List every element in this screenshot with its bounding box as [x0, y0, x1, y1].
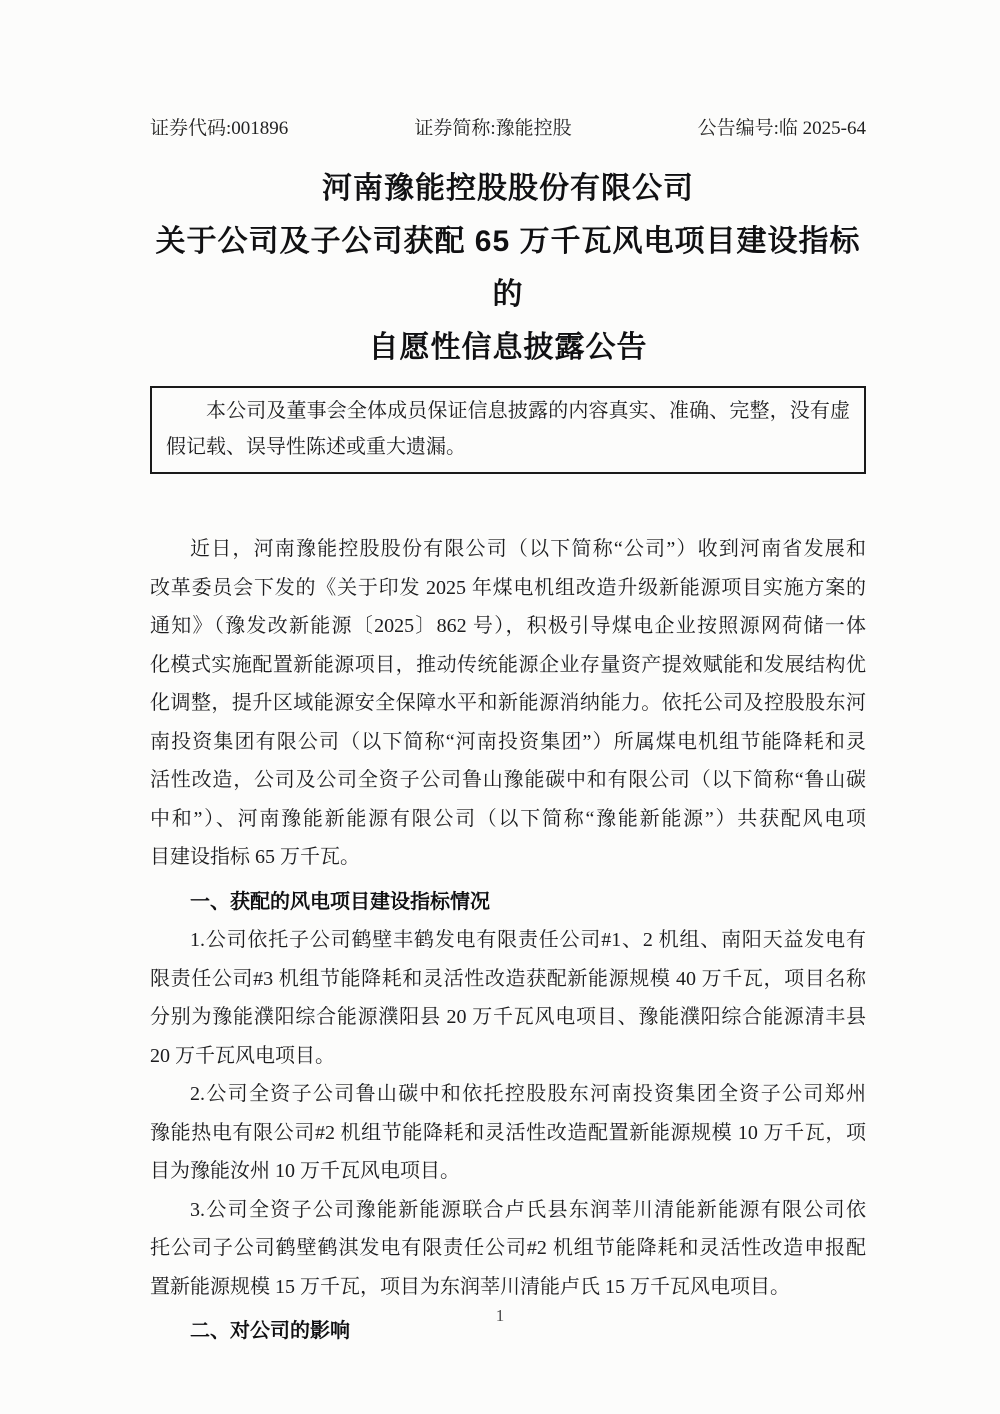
- body-line: 化模式实施配置新能源项目，推动传统能源企业存量资产提效赋能和发展结构优: [150, 653, 866, 676]
- body-line: 南投资集团有限公司（以下简称“河南投资集团”）所属煤电机组节能降耗和灵: [150, 730, 866, 753]
- document-header: [150, 116, 866, 142]
- body-line: 改革委员会下发的《关于印发 2025 年煤电机组改造升级新能源项目实施方案的: [150, 576, 866, 599]
- body-line: 中和”）、河南豫能新能源有限公司（以下简称“豫能新能源”）共获配风电项: [150, 807, 866, 830]
- page-title: [150, 162, 866, 374]
- disclaimer-line: 假记载、误导性陈述或重大遗漏。: [166, 436, 466, 458]
- intro-paragraph: [150, 530, 866, 877]
- body-line: 化调整，提升区域能源安全保障水平和新能源消纳能力。依托公司及控股股东河: [150, 692, 866, 714]
- document-content: [150, 0, 866, 1351]
- body-line: 通知》（豫发改新能源〔2025〕862 号），积极引导煤电企业按照源网荷储一体: [150, 615, 866, 637]
- body-line: 托公司子公司鹤壁鹤淇发电有限责任公司#2 机组节能降耗和灵活性改造申报配: [150, 1237, 866, 1259]
- announcement-subject-title: 关于公司及子公司获配 65 万千瓦风电项目建设指标的: [155, 225, 861, 311]
- body-line: 豫能热电有限公司#2 机组节能降耗和灵活性改造配置新能源规模 10 万千瓦，项: [150, 1121, 866, 1144]
- disclaimer-box: [150, 386, 866, 474]
- body-line: 1.公司依托子公司鹤壁丰鹤发电有限责任公司#1、2 机组、南阳天益发电有: [190, 929, 866, 951]
- body-line: 20 万千瓦风电项目。: [150, 1044, 335, 1067]
- body-line: 分别为豫能濮阳综合能源濮阳县 20 万千瓦风电项目、豫能濮阳综合能源清丰县: [150, 1006, 866, 1028]
- body-line: 近日，河南豫能控股股份有限公司（以下简称“公司”）收到河南省发展和: [190, 538, 866, 560]
- company-name-title: 河南豫能控股股份有限公司: [322, 172, 694, 205]
- body-line: 活性改造，公司及公司全资子公司鲁山豫能碳中和有限公司（以下简称“鲁山碳: [150, 769, 866, 791]
- body-line: 目为豫能汝州 10 万千瓦风电项目。: [150, 1160, 460, 1182]
- body-line: 3.公司全资子公司豫能新能源联合卢氏县东润莘川清能新能源有限公司依: [190, 1198, 866, 1221]
- stock-abbr-label: 证券简称:豫能控股: [414, 118, 572, 139]
- item-1-paragraph: [150, 921, 866, 1075]
- announcement-number-label: 公告编号:临 2025-64: [697, 118, 866, 139]
- stock-code-label: 证券代码:001896: [150, 118, 289, 139]
- document-body: [150, 530, 866, 1351]
- page-number: 1: [495, 1306, 505, 1325]
- item-2-paragraph: [150, 1075, 866, 1191]
- body-line: 限责任公司#3 机组节能降耗和灵活性改造获配新能源规模 40 万千瓦，项目名称: [150, 967, 866, 990]
- body-line: 2.公司全资子公司鲁山碳中和依托控股股东河南投资集团全资子公司郑州: [190, 1083, 866, 1105]
- section-heading-2: 二、对公司的影响: [190, 1320, 350, 1342]
- announcement-type-title: 自愿性信息披露公告: [368, 331, 648, 364]
- disclaimer-line: 本公司及董事会全体成员保证信息披露的内容真实、准确、完整，没有虚: [206, 400, 850, 422]
- body-line: 目建设指标 65 万千瓦。: [150, 846, 360, 868]
- section-heading-1: 一、获配的风电项目建设指标情况: [190, 890, 490, 913]
- item-3-paragraph: [150, 1191, 866, 1307]
- body-line: 置新能源规模 15 万千瓦，项目为东润莘川清能卢氏 15 万千瓦风电项目。: [150, 1275, 790, 1298]
